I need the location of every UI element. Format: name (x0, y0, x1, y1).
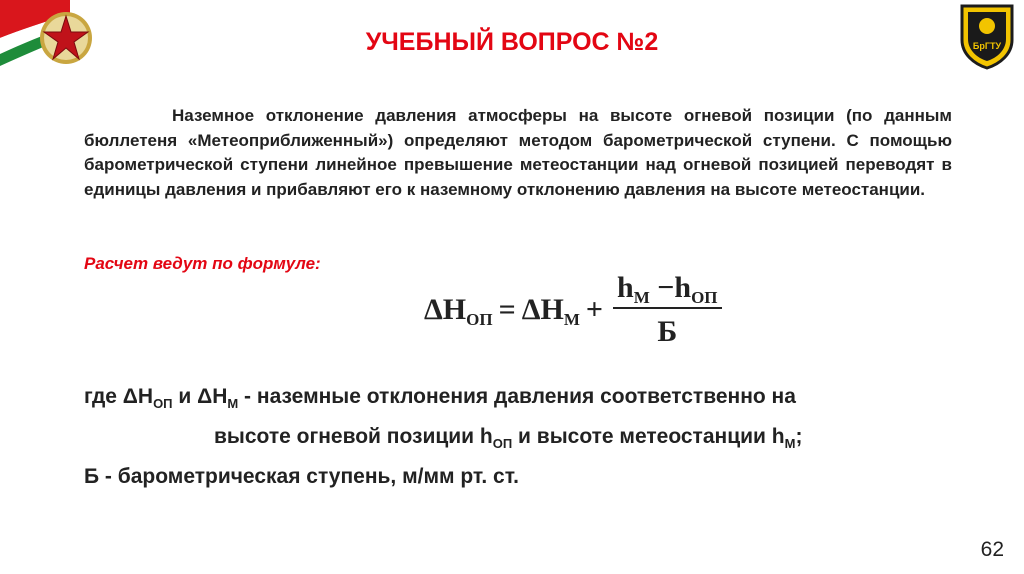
page-title: УЧЕБНЫЙ ВОПРОС №2 (365, 28, 659, 56)
definition-line-1: где $\Delta H_{ОП}$ и $\Delta H_М$ - наземные отклонения давления соответственно на (84, 385, 796, 412)
formula-term: $\Delta H_М$ (521, 293, 580, 329)
formula-lhs: $\Delta H_{ОП}$ (424, 293, 493, 329)
formula (424, 262, 722, 358)
definition-line-3: Б - барометрическая ступень, м/мм рт. ст. (84, 465, 519, 489)
body-paragraph: Наземное отклонение давления атмосферы на высоте огневой позиции (по данным бюллетеня «Метеоприближенный») определяют методом барометрической ступени. С помощью барометрической ступени линейное превышение метеостанции над огневой позицией переводят в единицы давления и прибавляют его к наземному отклонению давления на высоте метеостанции. (84, 106, 952, 199)
formula-fraction (613, 271, 721, 349)
formula-equals: = (498, 293, 516, 326)
page-number: 62 (980, 538, 1004, 561)
calc-label: Расчет ведут по формуле: (84, 254, 321, 273)
formula-plus: + (585, 293, 604, 326)
definitions (84, 380, 984, 493)
formula-numerator: $h_М -h_{ОП}$ (613, 271, 721, 309)
formula-denominator: Б (657, 315, 678, 348)
definition-line-2: высоте огневой позиции $h_{ОП}$ и высоте метеостанции $h_М$; (214, 425, 803, 452)
logo-text: БрГТУ (972, 41, 1002, 51)
